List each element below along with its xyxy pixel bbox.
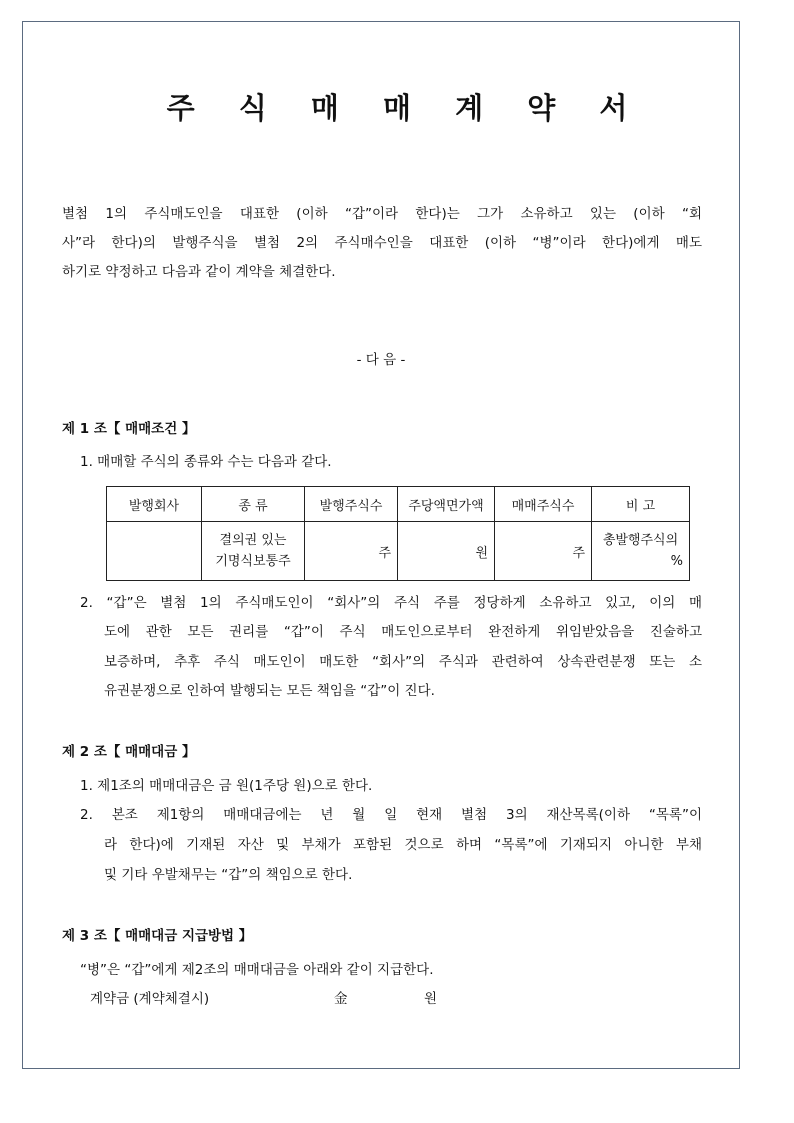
header-traded-shares: 매매주식수 bbox=[495, 487, 592, 522]
cell-note-line-2: % bbox=[670, 554, 683, 569]
header-company: 발행회사 bbox=[107, 487, 202, 522]
cell-type-line-2: 기명식보통주 bbox=[215, 554, 291, 569]
cell-trade-unit: 주 bbox=[495, 522, 592, 581]
cell-note bbox=[592, 522, 690, 581]
header-issued-shares: 발행주식수 bbox=[305, 487, 398, 522]
preamble-line-1: 별첨 1의 주식매도인을 대표한 (이하 “갑”이라 한다)는 그가 소유하고 있는 (이하 “회 bbox=[62, 206, 702, 222]
cell-company bbox=[107, 522, 202, 581]
article-2-item-1: 1. 제1조의 매매대금은 금 원(1주당 원)으로 한다. bbox=[80, 778, 373, 794]
cell-issued-unit: 주 bbox=[305, 522, 398, 581]
article-1-item-1: 1. 매매할 주식의 종류와 수는 다음과 같다. bbox=[80, 454, 332, 470]
document-title: 주 식 매 매 계 약 서 bbox=[166, 91, 645, 125]
article-2-item-2-line-1: 2. 본조 제1항의 매매대금에는 년 월 일 현재 별첨 3의 재산목록(이하 “목록”이 bbox=[80, 807, 702, 823]
article-1-heading: 제 1 조【 매매조건 】 bbox=[62, 421, 196, 437]
cell-par-unit: 원 bbox=[398, 522, 495, 581]
stock-spec-table bbox=[106, 486, 690, 581]
cell-type bbox=[202, 522, 305, 581]
cell-note-line-1: 총발행주식의 bbox=[602, 533, 679, 548]
header-par-value: 주당액면가액 bbox=[398, 487, 495, 522]
preamble-line-2: 사”라 한다)의 발행주식을 별첨 2의 주식매수인을 대표한 (이하 “병”이라 한다)에게 매도 bbox=[62, 235, 702, 251]
article-1-item-2-line-1: 2. “갑”은 별첨 1의 주식매도인이 “회사”의 주식 주를 정당하게 소유하고 있고, 이의 매 bbox=[80, 595, 702, 611]
table-row bbox=[107, 522, 690, 581]
header-type: 종 류 bbox=[202, 487, 305, 522]
cell-type-line-1: 결의권 있는 bbox=[219, 533, 287, 548]
article-1-item-2-line-4: 유권분쟁으로 인하여 발행되는 모든 책임을 “갑”이 진다. bbox=[104, 683, 435, 699]
deposit-amount-unit: 원 bbox=[424, 991, 438, 1007]
article-3-heading: 제 3 조【 매매대금 지급방법 】 bbox=[62, 928, 253, 944]
article-2-heading: 제 2 조【 매매대금 】 bbox=[62, 744, 196, 760]
header-note: 비 고 bbox=[592, 487, 690, 522]
separator-heading: - 다 음 - bbox=[356, 352, 406, 368]
deposit-label: 계약금 (계약체결시) bbox=[90, 991, 210, 1007]
article-2-item-2-line-3: 및 기타 우발채무는 “갑”의 책임으로 한다. bbox=[104, 867, 353, 883]
article-3-line-1: “병”은 “갑”에게 제2조의 매매대금을 아래와 같이 지급한다. bbox=[80, 962, 434, 978]
article-2-item-2-line-2: 라 한다)에 기재된 자산 및 부채가 포함된 것으로 하며 “목록”에 기재되지 아니한 부채 bbox=[104, 837, 702, 853]
table-header-row bbox=[107, 487, 690, 522]
deposit-amount-prefix: 金 bbox=[334, 991, 348, 1007]
preamble-line-3: 하기로 약정하고 다음과 같이 계약을 체결한다. bbox=[62, 264, 336, 280]
article-1-item-2-line-2: 도에 관한 모든 권리를 “갑”이 주식 매도인으로부터 완전하게 위임받았음을 진술하고 bbox=[104, 624, 702, 640]
article-1-item-2-line-3: 보증하며, 추후 주식 매도인이 매도한 “회사”의 주식과 관련하여 상속관련분쟁 또는 소 bbox=[104, 654, 702, 670]
